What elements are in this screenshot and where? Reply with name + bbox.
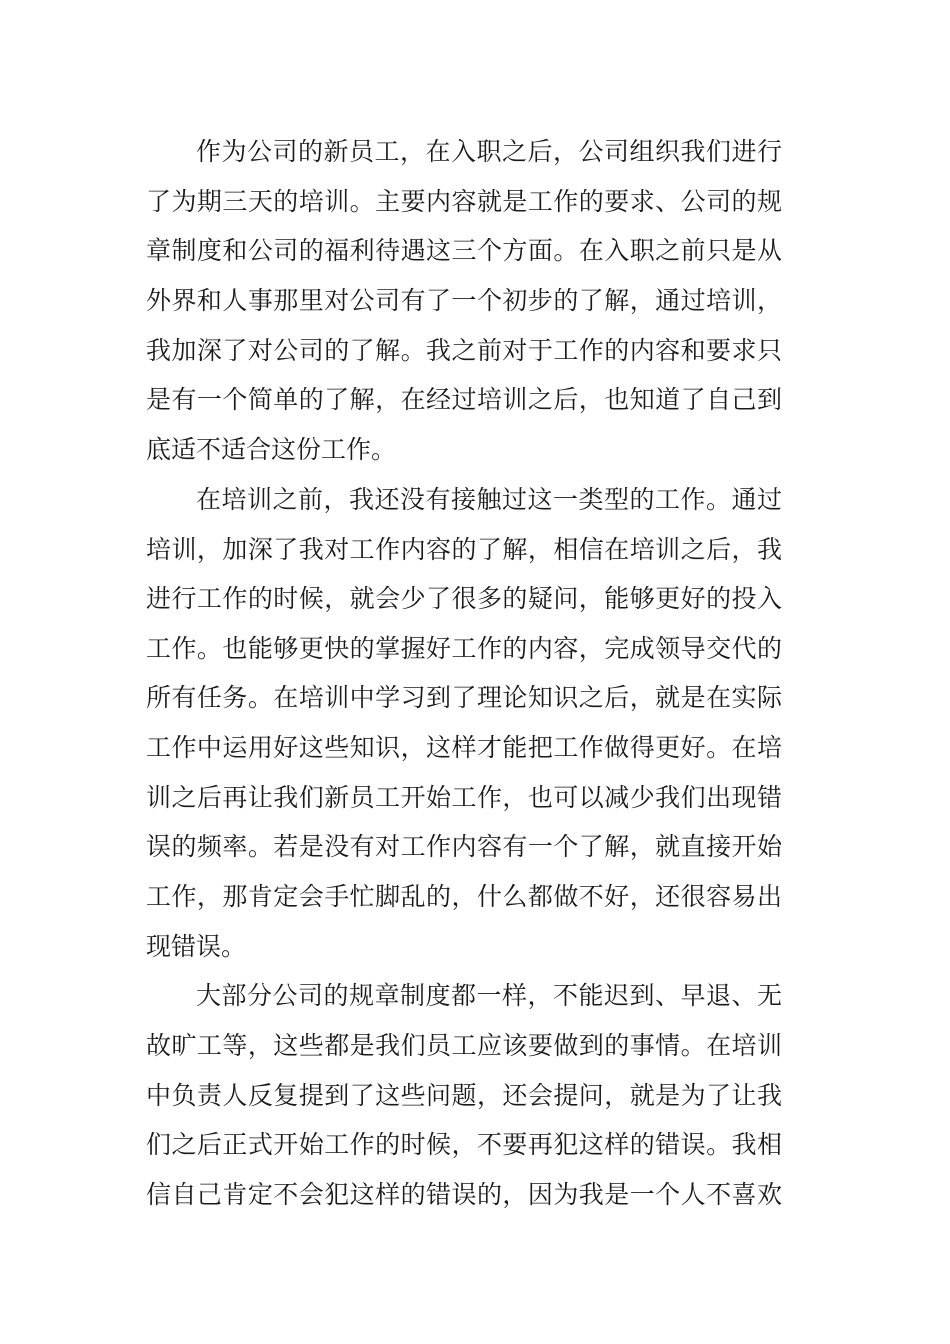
- paragraph-2-line-5: 所有任务。在培训中学习到了理论知识之后，就是在实际: [146, 683, 782, 712]
- paragraph-2-line-4: 工作。也能够更快的掌握好工作的内容，完成领导交代的: [146, 634, 782, 663]
- paragraph-1-line-1: 作为公司的新员工，在入职之后，公司组织我们进行: [196, 137, 782, 166]
- paragraph-2-line-2: 培训，加深了我对工作内容的了解，相信在培训之后，我: [146, 535, 782, 564]
- paragraph-1-line-2: 了为期三天的培训。主要内容就是工作的要求、公司的规: [146, 187, 782, 216]
- paragraph-2-line-6: 工作中运用好这些知识，这样才能把工作做得更好。在培: [146, 733, 782, 762]
- paragraph-1-line-6: 是有一个简单的了解，在经过培训之后，也知道了自己到: [146, 385, 782, 414]
- paragraph-3-line-5: 信自己肯定不会犯这样的错误的，因为我是一个人不喜欢: [146, 1180, 782, 1209]
- paragraph-2-line-7: 训之后再让我们新员工开始工作，也可以减少我们出现错: [146, 783, 782, 812]
- paragraph-1-line-3: 章制度和公司的福利待遇这三个方面。在入职之前只是从: [146, 236, 782, 265]
- paragraph-3-line-3: 中负责人反复提到了这些问题，还会提问，就是为了让我: [146, 1081, 782, 1110]
- paragraph-3-line-2: 故旷工等，这些都是我们员工应该要做到的事情。在培训: [146, 1031, 782, 1060]
- paragraph-2-line-1: 在培训之前，我还没有接触过这一类型的工作。通过: [196, 485, 782, 514]
- paragraph-1-line-5: 我加深了对公司的了解。我之前对于工作的内容和要求只: [146, 336, 782, 365]
- paragraph-3-line-1: 大部分公司的规章制度都一样，不能迟到、早退、无: [196, 981, 782, 1010]
- paragraph-2-line-10: 现错误。: [146, 932, 247, 961]
- paragraph-2-line-8: 误的频率。若是没有对工作内容有一个了解，就直接开始: [146, 832, 782, 861]
- paragraph-1-line-4: 外界和人事那里对公司有了一个初步的了解，通过培训，: [146, 286, 782, 315]
- paragraph-2-line-9: 工作，那肯定会手忙脚乱的，什么都做不好，还很容易出: [146, 882, 782, 911]
- paragraph-1-line-7: 底适不适合这份工作。: [146, 435, 397, 464]
- paragraph-3-line-4: 们之后正式开始工作的时候，不要再犯这样的错误。我相: [146, 1130, 782, 1159]
- paragraph-2-line-3: 进行工作的时候，就会少了很多的疑问，能够更好的投入: [146, 584, 782, 613]
